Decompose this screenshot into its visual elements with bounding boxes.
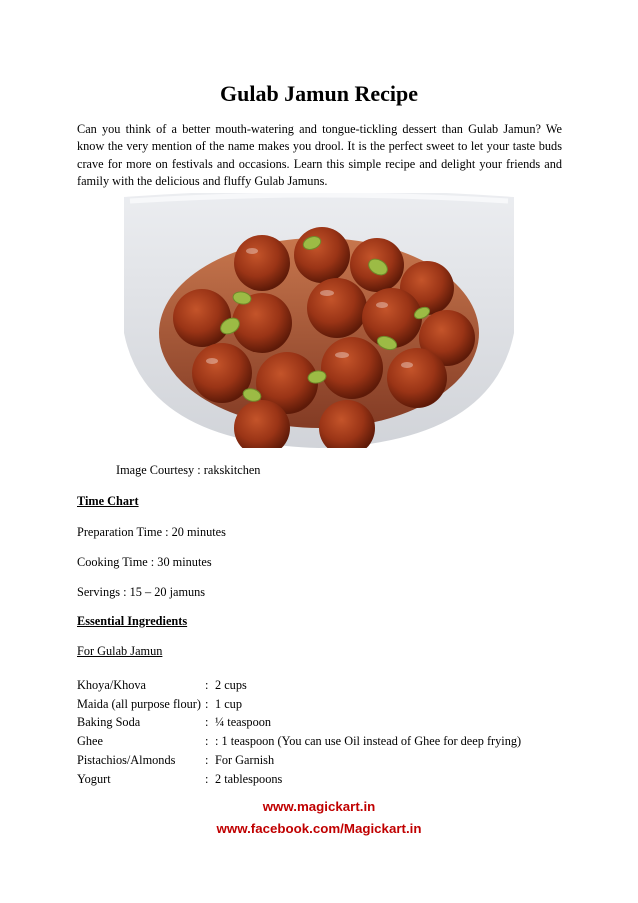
ingredient-name: Yogurt [77, 771, 111, 786]
ingredient-separator: : [205, 771, 209, 786]
ingredient-separator: : [205, 678, 209, 692]
page-title: Gulab Jamun Recipe [219, 81, 419, 106]
ingredient-quantity: For Garnish [215, 752, 275, 767]
footer-facebook-link[interactable]: www.facebook.com/Magickart.in [216, 821, 422, 836]
ingredient-row [77, 751, 521, 770]
ingredient-separator: : [205, 696, 209, 711]
ingredient-row [77, 732, 521, 751]
ingredient-separator: : [205, 752, 209, 767]
intro-paragraph: Can you think of a better mouth-watering and tongue-tickling dessert than Gulab Jamun? We know the very mention of the name makes you drool. It is the perfect sweet to let your taste buds crave for more on festivals and occasions. Learn this simple recipe and delight your friends and family with the delicious and fluffy Gulab Jamuns. [77, 122, 562, 189]
ingredient-quantity: : 1 teaspoon (You can use Oil instead of Ghee for deep frying) [215, 734, 522, 749]
footer-website-link[interactable]: www.magickart.in [262, 799, 376, 814]
ingredients-heading: Essential Ingredients [77, 614, 188, 628]
ingredient-row [77, 695, 521, 714]
ingredient-quantity: 1 cup [215, 696, 242, 711]
ingredient-quantity: 2 tablespoons [215, 771, 283, 786]
ingredient-name: Khoya/Khova [77, 678, 146, 692]
ingredient-name: Baking Soda [77, 715, 141, 730]
ingredient-quantity: ¼ teaspoon [215, 715, 272, 730]
ingredient-name: Ghee [77, 734, 103, 749]
ingredient-row [77, 713, 521, 732]
ingredient-row [77, 676, 521, 695]
cooking-time: Cooking Time : 30 minutes [77, 555, 212, 569]
ingredients-subheading: For Gulab Jamun [77, 644, 163, 658]
ingredient-quantity: 2 cups [215, 678, 247, 692]
ingredient-row [77, 770, 521, 789]
ingredient-separator: : [205, 734, 209, 749]
gulab-jamun-photo [122, 193, 516, 448]
servings: Servings : 15 – 20 jamuns [77, 585, 206, 599]
preparation-time: Preparation Time : 20 minutes [77, 525, 226, 539]
ingredient-name: Maida (all purpose flour) [77, 696, 201, 711]
ingredient-name: Pistachios/Almonds [77, 752, 176, 767]
image-courtesy: Image Courtesy : rakskitchen [116, 463, 261, 477]
ingredients-list [77, 676, 521, 788]
time-chart-heading: Time Chart [77, 494, 139, 508]
ingredient-separator: : [205, 715, 209, 730]
